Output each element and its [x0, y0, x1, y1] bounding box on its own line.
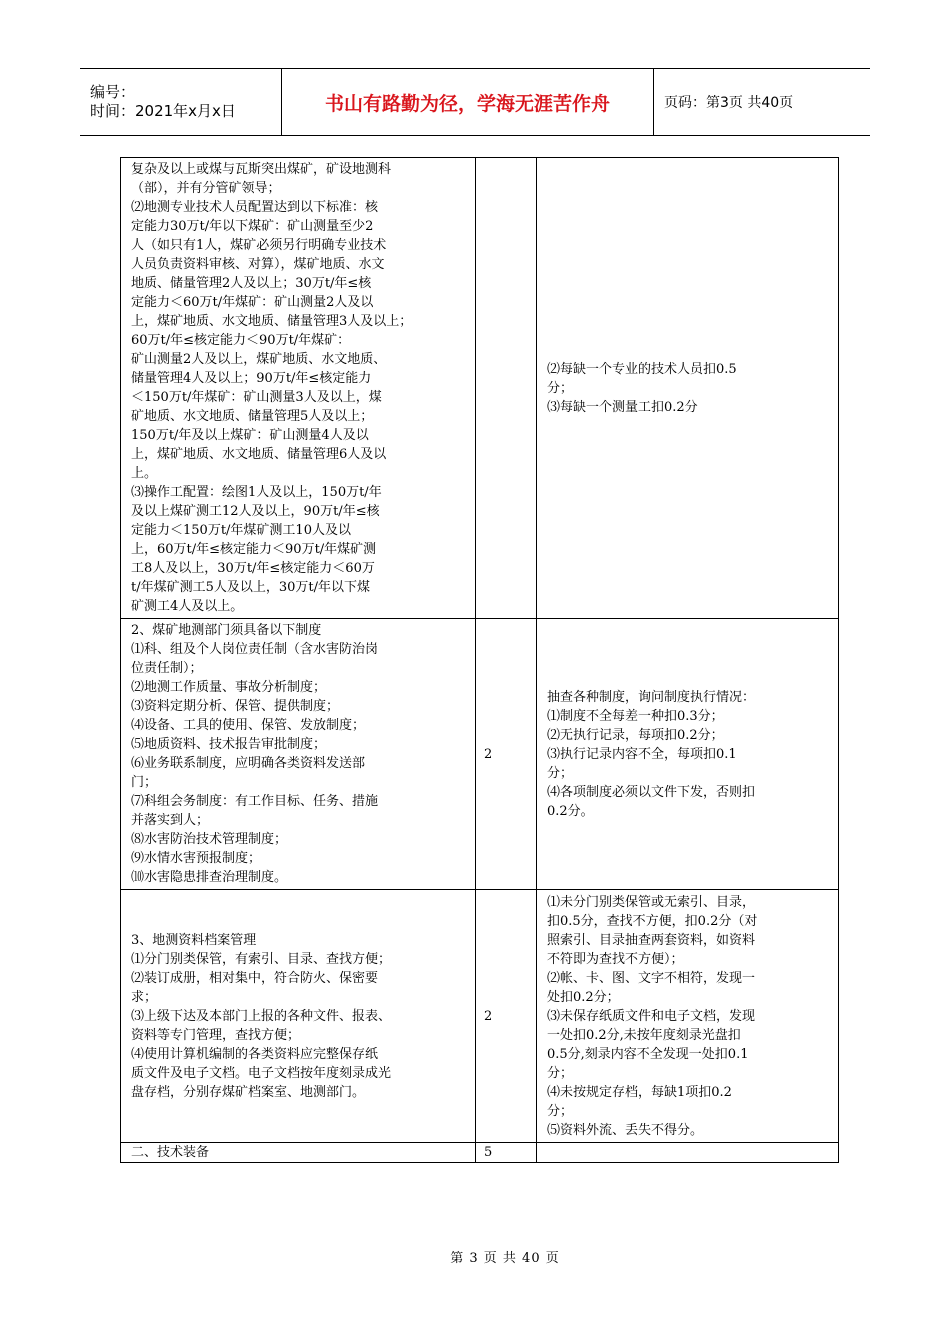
requirement-line: 3、地测资料档案管理 [131, 932, 257, 948]
deduction-line: ⑸资料外流、丢失不得分。 [547, 1122, 704, 1138]
requirement-line: 储量管理4人及以上；90万t/年≤核定能力 [131, 371, 372, 386]
deduction-cell [537, 1143, 839, 1163]
table-row [121, 1143, 839, 1163]
score-cell [476, 1143, 537, 1163]
requirement-cell [121, 1143, 476, 1163]
deduction-line: 0.2分。 [547, 803, 594, 819]
requirement-line: 60万t/年≤核定能力＜90万t/年煤矿： [131, 333, 351, 348]
page-number-label: 页码：第3页 共40页 [664, 95, 794, 111]
requirement-line: 人（如只有1人，煤矿必须另行明确专业技术 [131, 238, 387, 253]
deduction-line: 照索引、目录抽查两套资料，如资料 [547, 932, 756, 948]
requirement-line: 求； [131, 989, 158, 1005]
deduction-line: ⑷未按规定存档，每缺1项扣0.2 [547, 1084, 732, 1100]
requirement-line: ⑶资料定期分析、保管、提供制度； [131, 699, 340, 714]
requirement-line: 门； [131, 775, 158, 790]
deduction-line: ⑷各项制度必须以文件下发，否则扣 [547, 784, 756, 800]
requirement-line: 150万t/年及以上煤矿：矿山测量4人及以 [131, 428, 369, 443]
deduction-line: 抽查各种制度，询问制度执行情况： [547, 689, 756, 705]
requirement-line: 矿地质、水文地质、储量管理5人及以上； [131, 409, 374, 424]
deduction-cell [537, 619, 839, 890]
requirement-cell [121, 890, 476, 1143]
page-header [80, 68, 870, 136]
requirement-line: 上，60万t/年≤核定能力＜90万t/年煤矿测 [131, 542, 377, 557]
requirement-line: （部），并有分管矿领导； [131, 181, 281, 196]
requirement-line: 质文件及电子文档。电子文档按年度刻录成光 [131, 1065, 392, 1081]
requirement-cell [121, 619, 476, 890]
requirement-line: 复杂及以上或煤与瓦斯突出煤矿，矿设地测科 [131, 162, 392, 177]
score-cell [476, 158, 537, 619]
requirement-line: ⑴分门别类保管，有索引、目录、查找方便； [131, 951, 392, 967]
table-row [121, 619, 839, 890]
deduction-cell [537, 890, 839, 1143]
deduction-line: 分； [547, 1065, 574, 1081]
score-cell [476, 619, 537, 890]
document-date: 时间：2021年x月x日 [90, 102, 236, 120]
requirement-line: 2、煤矿地测部门须具备以下制度 [131, 623, 322, 638]
requirement-line: 工8人及以上，30万t/年≤核定能力＜60万 [131, 561, 375, 576]
deduction-line: ⑴制度不全每差一种扣0.3分； [547, 708, 724, 724]
scoring-table [120, 157, 839, 1163]
requirement-line: ⑷使用计算机编制的各类资料应完整保存纸 [131, 1046, 379, 1062]
requirement-line: ⑵装订成册，相对集中，符合防火、保密要 [131, 970, 379, 986]
requirement-line: 盘存档，分别存煤矿档案室、地测部门。 [131, 1084, 366, 1100]
footer-page-number: 第 3 页 共 40 页 [450, 1251, 560, 1266]
requirement-line: 二、技术装备 [131, 1145, 210, 1160]
requirement-line: 上，煤矿地质、水文地质、储量管理3人及以上； [131, 314, 413, 329]
requirement-line: 定能力＜60万t/年煤矿：矿山测量2人及以 [131, 295, 374, 310]
requirement-line: 定能力＜150万t/年煤矿测工10人及以 [131, 523, 351, 538]
requirement-cell [121, 158, 476, 619]
deduction-line: 0.5分,刻录内容不全发现一处扣0.1 [547, 1046, 749, 1062]
deduction-cell [537, 158, 839, 619]
document-number-label: 编号： [90, 83, 136, 101]
deduction-line: 一处扣0.2分,未按年度刻录光盘扣 [547, 1027, 741, 1043]
requirement-line: ⑵地测工作质量、事故分析制度； [131, 680, 327, 695]
deduction-line: 分； [547, 765, 574, 781]
requirement-line: ⑴科、组及个人岗位责任制（含水害防治岗 [131, 642, 379, 657]
requirement-line: ⑶上级下达及本部门上报的各种文件、报表、 [131, 1008, 392, 1024]
requirement-line: ⑺科组会务制度：有工作目标、任务、措施 [131, 794, 379, 809]
deduction-line: ⑶未保存纸质文件和电子文档，发现 [547, 1008, 756, 1024]
deduction-line: 处扣0.2分； [547, 989, 620, 1005]
requirement-line: 地质、储量管理2人及以上；30万t/年≤核 [131, 276, 372, 291]
requirement-line: 及以上煤矿测工12人及以上，90万t/年≤核 [131, 504, 380, 519]
deduction-line: 不符即为查找不方便）； [547, 951, 684, 967]
requirement-line: 上。 [131, 466, 158, 481]
requirement-line: ⑽水害隐患排查治理制度。 [131, 870, 288, 885]
deduction-line: ⑵帐、卡、图、文字不相符，发现一 [547, 970, 756, 986]
requirement-line: 并落实到人； [131, 813, 210, 828]
deduction-line: ⑵无执行记录，每项扣0.2分； [547, 727, 724, 743]
requirement-line: ⑸地质资料、技术报告审批制度； [131, 737, 327, 752]
requirement-line: ⑷设备、工具的使用、保管、发放制度； [131, 718, 366, 733]
header-meta [80, 69, 282, 135]
deduction-line: ⑵每缺一个专业的技术人员扣0.5 [547, 361, 737, 377]
requirement-line: ＜150万t/年煤矿：矿山测量3人及以上，煤 [131, 390, 382, 405]
requirement-line: 人员负责资料审核、对算），煤矿地质、水文 [131, 257, 385, 272]
score-value: 2 [484, 1008, 493, 1024]
requirement-line: 矿测工4人及以上。 [131, 599, 244, 614]
requirement-line: ⑵地测专业技术人员配置达到以下标准：核 [131, 200, 379, 215]
requirement-line: ⑹业务联系制度，应明确各类资料发送部 [131, 756, 366, 771]
score-value: 5 [484, 1145, 493, 1160]
requirement-line: 上，煤矿地质、水文地质、储量管理6人及以 [131, 447, 387, 462]
requirement-line: 定能力30万t/年以下煤矿：矿山测量至少2 [131, 219, 374, 234]
requirement-line: 矿山测量2人及以上，煤矿地质、水文地质、 [131, 352, 387, 367]
deduction-line: 分； [547, 380, 574, 396]
motto-text: 书山有路勤为径，学海无涯苦作舟 [324, 92, 610, 115]
header-motto [282, 69, 654, 135]
table-row [121, 890, 839, 1143]
deduction-line: 分； [547, 1103, 574, 1119]
deduction-line: ⑶每缺一个测量工扣0.2分 [547, 399, 698, 415]
table-row [121, 158, 839, 619]
score-value: 2 [484, 746, 493, 762]
page-footer [0, 1247, 950, 1266]
deduction-line: ⑴未分门别类保管或无索引、目录， [547, 894, 756, 910]
requirement-line: t/年煤矿测工5人及以上，30万t/年以下煤 [131, 580, 371, 595]
header-page-info [654, 69, 870, 135]
score-cell [476, 890, 537, 1143]
requirement-line: ⑶操作工配置：绘图1人及以上，150万t/年 [131, 485, 382, 500]
requirement-line: 位责任制）； [131, 661, 203, 676]
requirement-line: ⑻水害防治技术管理制度； [131, 832, 288, 847]
requirement-line: 资料等专门管理，查找方便； [131, 1027, 301, 1043]
deduction-line: ⑶执行记录内容不全，每项扣0.1 [547, 746, 737, 762]
deduction-line: 扣0.5分，查找不方便，扣0.2分（对 [547, 913, 758, 929]
requirement-line: ⑼水情水害预报制度； [131, 851, 262, 866]
